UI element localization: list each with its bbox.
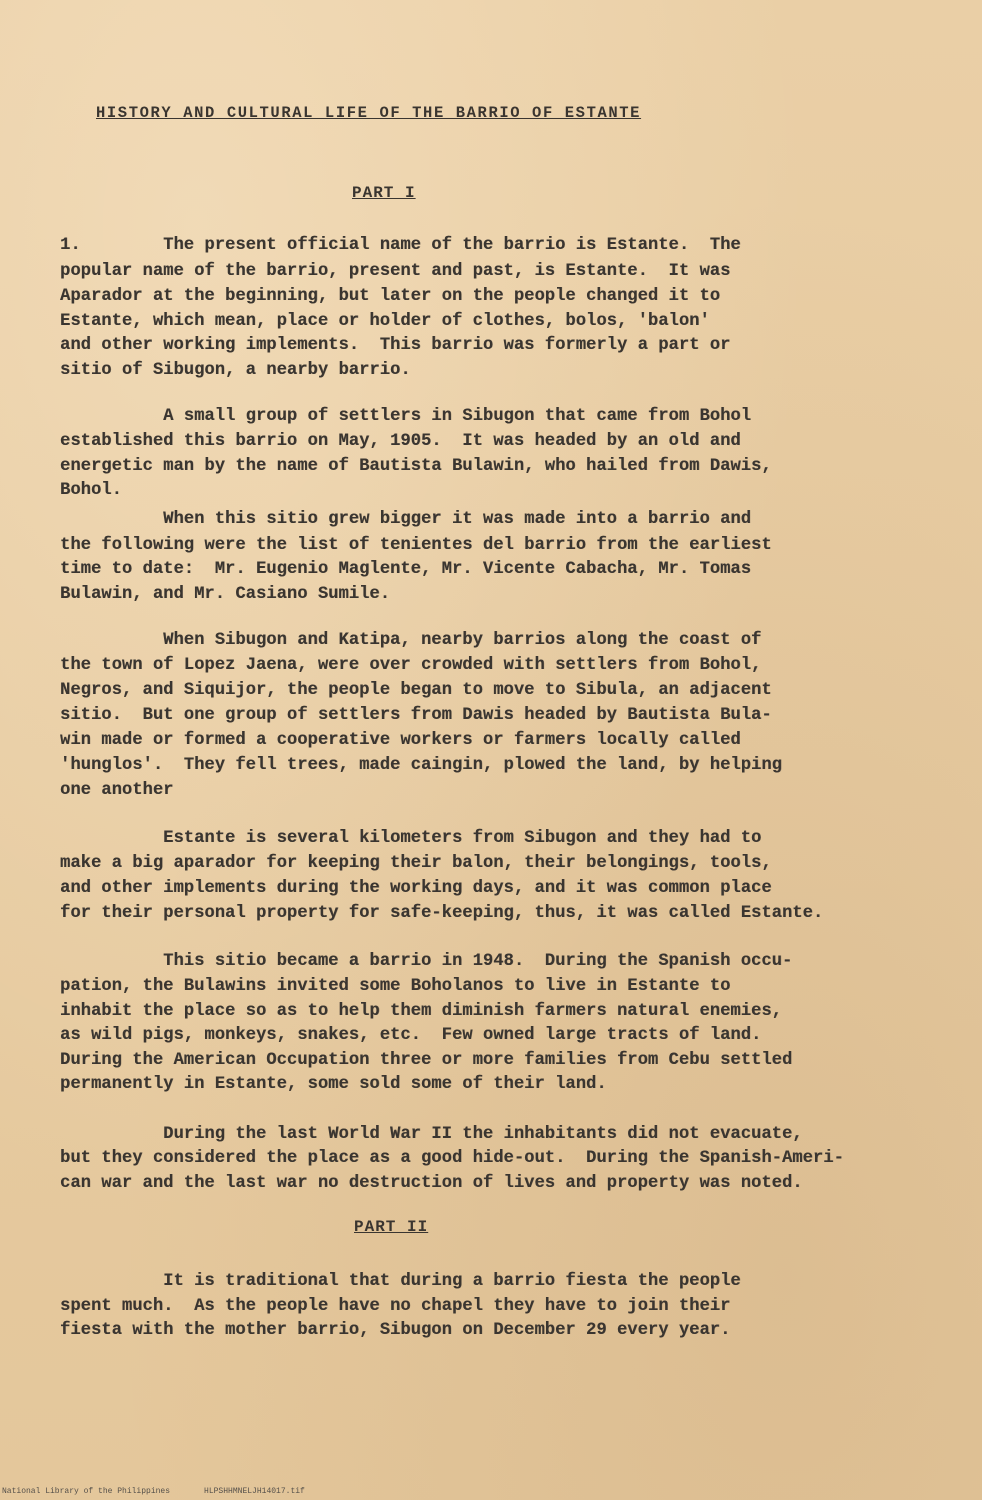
text-line: energetic man by the name of Bautista Bulawin, who hailed from Dawis, <box>60 457 772 476</box>
text-line: Negros, and Siquijor, the people began to move to Sibula, an adjacent <box>60 681 772 700</box>
text-line: one another <box>60 781 174 800</box>
text-line: Estante is several kilometers from Sibugon and they had to <box>60 829 762 848</box>
text-line: sitio. But one group of settlers from Dawis headed by Bautista Bula- <box>60 706 772 725</box>
text-line: Bohol. <box>60 481 122 500</box>
text-line: inhabit the place so as to help them diminish farmers natural enemies, <box>60 1002 782 1021</box>
text-line: 1. The present official name of the barrio is Estante. The <box>60 236 741 255</box>
part-1-heading: PART I <box>352 184 416 202</box>
text-line: Aparador at the beginning, but later on the people changed it to <box>60 287 721 306</box>
text-line: as wild pigs, monkeys, snakes, etc. Few owned large tracts of land. <box>60 1026 762 1045</box>
text-line: can war and the last war no destruction of lives and property was noted. <box>60 1174 803 1193</box>
text-line: and other implements during the working days, and it was common place <box>60 879 772 898</box>
text-line: popular name of the barrio, present and past, is Estante. It was <box>60 262 731 281</box>
text-line: Bulawin, and Mr. Casiano Sumile. <box>60 585 391 604</box>
text-line: When this sitio grew bigger it was made into a barrio and <box>60 510 752 529</box>
document-title: HISTORY AND CULTURAL LIFE OF THE BARRIO OF ESTANTE <box>96 104 642 122</box>
text-line: time to date: Mr. Eugenio Maglente, Mr. Vicente Cabacha, Mr. Tomas <box>60 560 752 579</box>
text-line: During the American Occupation three or more families from Cebu settled <box>60 1051 793 1070</box>
text-line: but they considered the place as a good hide-out. During the Spanish-Ameri- <box>60 1149 844 1168</box>
part-2-heading: PART II <box>354 1218 429 1236</box>
text-line: pation, the Bulawins invited some Boholanos to live in Estante to <box>60 977 731 996</box>
text-line: make a big aparador for keeping their balon, their belongings, tools, <box>60 854 772 873</box>
text-line: for their personal property for safe-keeping, thus, it was called Estante. <box>60 904 824 923</box>
text-line: established this barrio on May, 1905. It was headed by an old and <box>60 432 741 451</box>
file-id: HLPSHHMNELJH14017.tif <box>204 1487 305 1496</box>
text-line: win made or formed a cooperative workers or farmers locally called <box>60 731 741 750</box>
text-line: the town of Lopez Jaena, were over crowded with settlers from Bohol, <box>60 656 762 675</box>
text-line: A small group of settlers in Sibugon that came from Bohol <box>60 407 752 426</box>
text-line: It is traditional that during a barrio fiesta the people <box>60 1272 741 1291</box>
text-line: fiesta with the mother barrio, Sibugon on December 29 every year. <box>60 1321 731 1340</box>
library-credit: National Library of the Philippines <box>2 1487 171 1496</box>
text-line: sitio of Sibugon, a nearby barrio. <box>60 361 411 380</box>
text-line: the following were the list of tenientes del barrio from the earliest <box>60 536 772 555</box>
text-line: 'hunglos'. They fell trees, made caingin, plowed the land, by helping <box>60 756 782 775</box>
text-line: This sitio became a barrio in 1948. During the Spanish occu- <box>60 952 793 971</box>
text-line: permanently in Estante, some sold some of their land. <box>60 1075 607 1094</box>
text-line: spent much. As the people have no chapel they have to join their <box>60 1297 731 1316</box>
scan-footer <box>2 1487 339 1496</box>
text-line: and other working implements. This barrio was formerly a part or <box>60 336 731 355</box>
text-line: During the last World War II the inhabitants did not evacuate, <box>60 1125 803 1144</box>
text-line: Estante, which mean, place or holder of clothes, bolos, 'balon' <box>60 312 710 331</box>
text-line: When Sibugon and Katipa, nearby barrios along the coast of <box>60 631 762 650</box>
